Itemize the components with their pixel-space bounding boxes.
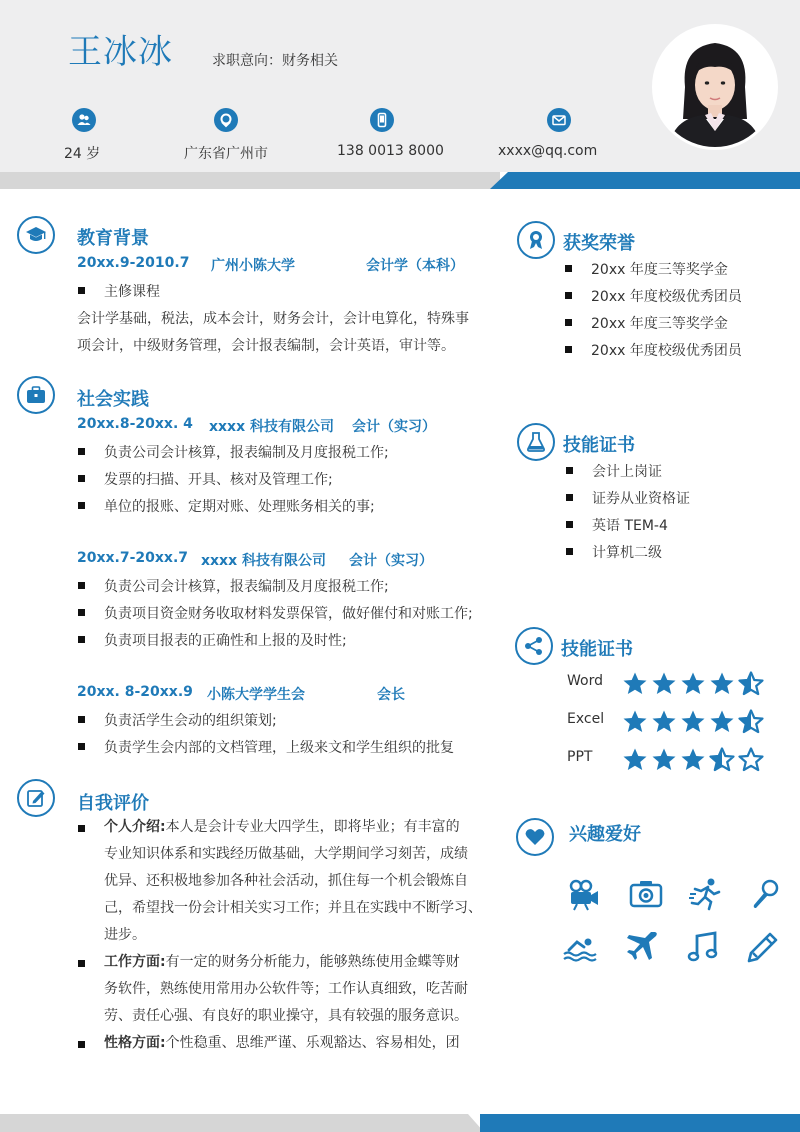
education-title: 教育背景 [77, 228, 149, 249]
self-eval-item [104, 814, 494, 841]
self-eval-line: 务软件，熟练使用常用办公软件等；工作认真细致，吃苦耐 [104, 981, 468, 997]
self-eval-line: 专业知识体系和实践经历做基础，大学期间学习刻苦，成绩 [104, 846, 468, 862]
star-full-icon [651, 709, 677, 735]
job-item: 负责项目报表的正确性和上报的及时性; [104, 633, 347, 649]
job-period: 20xx. 8-20xx.9 [77, 684, 193, 700]
bullet [78, 825, 85, 832]
skill-name: Word [567, 673, 603, 689]
job-period: 20xx.7-20xx.7 [77, 550, 189, 566]
bullet [78, 716, 85, 723]
phone-icon [370, 108, 394, 132]
star-full-icon [622, 709, 648, 735]
footer-band-left [0, 1114, 484, 1132]
airplane-icon [625, 929, 659, 963]
cert-item: 英语 TEM-4 [592, 518, 668, 534]
job-header [77, 684, 477, 704]
awards-title: 获奖荣誉 [563, 233, 635, 254]
bullet [78, 960, 85, 967]
star-full-icon [680, 709, 706, 735]
job-org: 小陈大学学生会 [207, 687, 305, 703]
profile-photo [652, 24, 778, 150]
bullet [565, 346, 572, 353]
certs-title: 技能证书 [563, 435, 635, 456]
star-full-icon [680, 671, 706, 697]
graduation-cap-icon [17, 216, 55, 254]
education-period: 20xx.9-2010.7 [77, 255, 190, 271]
self-eval-line: 劳、责任心强、有良好的职业操守，具有较强的服务意识。 [104, 1008, 468, 1024]
job-item: 负责学生会内部的文档管理，上级来文和学生组织的批复 [104, 740, 454, 756]
education-line: 项会计，中级财务管理，会计报表编制，会计英语，审计等。 [77, 338, 455, 354]
star-full-icon [622, 747, 648, 773]
hobbies-title: 兴趣爱好 [569, 824, 641, 845]
bullet [78, 582, 85, 589]
location: 广东省广州市 [184, 146, 268, 162]
bullet [566, 521, 573, 528]
header-divider-right [490, 172, 800, 189]
self-eval-text: 有一定的财务分析能力，能够熟练使用金蝶等财 [165, 954, 460, 970]
star-full-icon [622, 671, 648, 697]
star-half-icon [738, 671, 764, 697]
education-bullet: 主修课程 [104, 284, 160, 300]
job-role: 会计（实习） [352, 419, 436, 435]
self-eval-line: 优异、还积极地参加各种社会活动，抓住每一个机会锻炼自 [104, 873, 468, 889]
email[interactable]: xxxx@qq.com [498, 143, 598, 159]
self-eval-title: 自我评价 [77, 793, 149, 814]
star-full-icon [651, 671, 677, 697]
award-item: 20xx 年度校级优秀团员 [591, 343, 742, 359]
bullet [78, 743, 85, 750]
job-item: 负责公司会计核算，报表编制及月度报税工作; [104, 579, 389, 595]
heart-icon [516, 818, 554, 856]
self-eval-line: 己，希望找一份会计相关实习工作；并且在实践中不断学习、 [104, 900, 482, 916]
bullet [78, 609, 85, 616]
job-item: 负责活学生会动的组织策划; [104, 713, 277, 729]
award-item: 20xx 年度校级优秀团员 [591, 289, 742, 305]
share-icon [515, 627, 553, 665]
award-item: 20xx 年度三等奖学金 [591, 316, 728, 332]
self-eval-label: 性格方面: [104, 1035, 166, 1051]
swimming-icon [563, 930, 597, 964]
star-half-icon [709, 747, 735, 773]
self-eval-label: 个人介绍: [104, 819, 166, 835]
email-icon [547, 108, 571, 132]
bullet [565, 319, 572, 326]
job-item: 单位的报账、定期对账、处理账务相关的事; [104, 499, 375, 515]
skills-title: 技能证书 [561, 639, 633, 660]
running-icon [689, 877, 723, 911]
bullet [78, 636, 85, 643]
star-half-icon [738, 709, 764, 735]
skill-name: PPT [567, 749, 593, 765]
bullet [566, 494, 573, 501]
job-role: 会长 [377, 687, 405, 703]
job-header [77, 550, 477, 570]
applicant-name: 王冰冰 [68, 32, 173, 72]
cert-item: 计算机二级 [592, 545, 662, 561]
skill-name: Excel [567, 711, 605, 727]
self-eval-item [104, 1030, 504, 1057]
bullet [78, 1041, 85, 1048]
education-header [77, 255, 477, 275]
education-major: 会计学（本科） [366, 258, 464, 274]
star-full-icon [709, 709, 735, 735]
footer-band-right [480, 1114, 800, 1132]
pencil-icon [746, 930, 780, 964]
microphone-icon [748, 877, 782, 911]
self-eval-text: 本人是会计专业大四学生，即将毕业；有丰富的 [165, 819, 460, 835]
star-full-icon [651, 747, 677, 773]
job-role: 会计（实习） [349, 553, 433, 569]
education-line: 会计学基础，税法，成本会计，财务会计，会计电算化，特殊事 [77, 311, 469, 327]
briefcase-icon [17, 376, 55, 414]
bullet [78, 448, 85, 455]
education-school: 广州小陈大学 [211, 258, 295, 274]
job-item: 负责公司会计核算，报表编制及月度报税工作; [104, 445, 389, 461]
job-intent: 求职意向：财务相关 [212, 53, 338, 69]
bullet [565, 292, 572, 299]
job-period: 20xx.8-20xx. 4 [77, 416, 193, 432]
self-eval-item [104, 949, 504, 976]
music-icon [686, 930, 720, 964]
self-eval-label: 工作方面: [104, 954, 166, 970]
award-icon [517, 221, 555, 259]
star-full-icon [709, 671, 735, 697]
edit-icon [17, 779, 55, 817]
phone: 138 0013 8000 [337, 143, 444, 159]
job-item: 负责项目资金财务收取材料发票保管，做好催付和对账工作; [104, 606, 473, 622]
user-icon [72, 108, 96, 132]
bullet [566, 467, 573, 474]
cert-item: 证券从业资格证 [592, 491, 690, 507]
job-org: xxxx 科技有限公司 [209, 419, 334, 435]
job-org: xxxx 科技有限公司 [201, 553, 326, 569]
flask-icon [517, 423, 555, 461]
practice-title: 社会实践 [77, 389, 149, 410]
bullet [565, 265, 572, 272]
award-item: 20xx 年度三等奖学金 [591, 262, 728, 278]
star-empty-icon [738, 747, 764, 773]
job-item: 发票的扫描、开具、核对及管理工作; [104, 472, 333, 488]
header-divider-left [0, 172, 500, 189]
job-header [77, 416, 477, 436]
bullet [78, 287, 85, 294]
self-eval-text: 个性稳重、思维严谨、乐观豁达、容易相处，团 [165, 1035, 460, 1051]
camera-icon [567, 877, 601, 911]
star-full-icon [680, 747, 706, 773]
photo-camera-icon [629, 877, 663, 911]
location-icon [214, 108, 238, 132]
self-eval-line: 进步。 [104, 927, 146, 943]
bullet [566, 548, 573, 555]
cert-item: 会计上岗证 [592, 464, 662, 480]
bullet [78, 502, 85, 509]
age: 24 岁 [64, 146, 101, 162]
bullet [78, 475, 85, 482]
